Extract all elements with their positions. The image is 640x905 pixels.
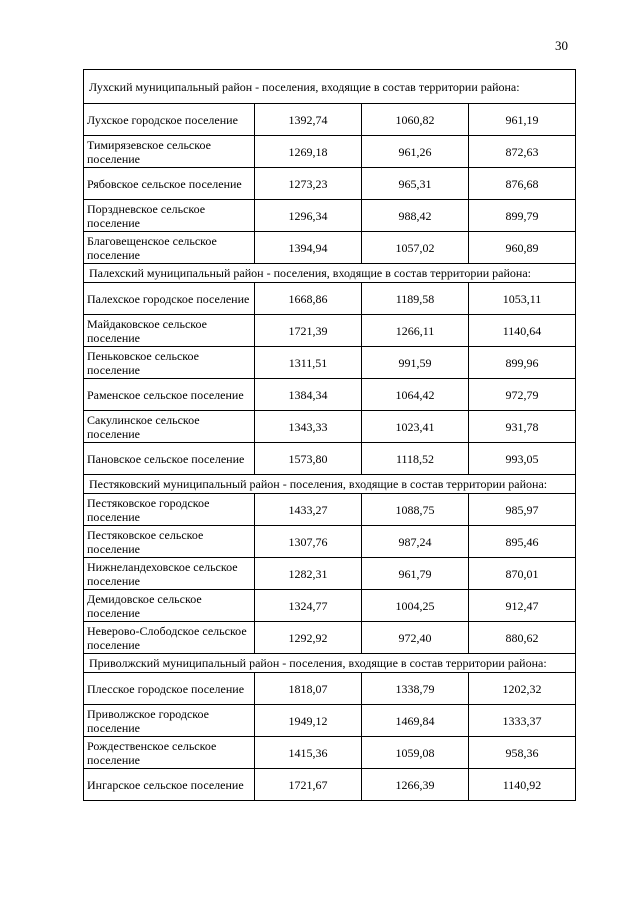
settlement-name-cell: Сакулинское сельское поселение [84,411,255,443]
value-cell-2: 1004,25 [362,590,469,622]
settlement-name-cell: Палехское городское поселение [84,283,255,315]
table-row [84,200,576,232]
table-row [84,283,576,315]
settlement-name-cell: Благовещенское сельское поселение [84,232,255,264]
value-cell-1: 1949,12 [255,705,362,737]
settlement-name-cell: Пеньковское сельское поселение [84,347,255,379]
value-cell-3: 1053,11 [469,283,576,315]
value-cell-1: 1282,31 [255,558,362,590]
value-cell-1: 1324,77 [255,590,362,622]
table-row [84,558,576,590]
value-cell-1: 1394,94 [255,232,362,264]
table-row [84,315,576,347]
value-cell-1: 1668,86 [255,283,362,315]
value-cell-3: 899,79 [469,200,576,232]
value-cell-3: 985,97 [469,494,576,526]
table-row [84,168,576,200]
district-heading-row [84,475,576,494]
tariff-table-body [84,70,576,801]
district-heading: Лухский муниципальный район - поселения, входящие в состав территории района: [84,70,576,104]
value-cell-1: 1292,92 [255,622,362,654]
settlement-name-cell: Нижнеландеховское сельское поселение [84,558,255,590]
table-row [84,443,576,475]
value-cell-3: 912,47 [469,590,576,622]
district-heading-row [84,264,576,283]
value-cell-1: 1384,34 [255,379,362,411]
settlement-name-cell: Раменское сельское поселение [84,379,255,411]
value-cell-2: 1266,11 [362,315,469,347]
table-row [84,411,576,443]
tariff-table [83,69,576,801]
value-cell-1: 1415,36 [255,737,362,769]
value-cell-2: 1064,42 [362,379,469,411]
settlement-name-cell: Приволжское городское поселение [84,705,255,737]
value-cell-3: 895,46 [469,526,576,558]
value-cell-2: 1057,02 [362,232,469,264]
value-cell-1: 1296,34 [255,200,362,232]
value-cell-1: 1392,74 [255,104,362,136]
value-cell-2: 961,79 [362,558,469,590]
value-cell-2: 972,40 [362,622,469,654]
value-cell-1: 1721,39 [255,315,362,347]
value-cell-3: 1202,32 [469,673,576,705]
value-cell-3: 960,89 [469,232,576,264]
value-cell-3: 872,63 [469,136,576,168]
table-row [84,104,576,136]
value-cell-1: 1269,18 [255,136,362,168]
table-row [84,526,576,558]
table-row [84,737,576,769]
district-heading: Палехский муниципальный район - поселения, входящие в состав территории района: [84,264,576,283]
value-cell-2: 961,26 [362,136,469,168]
value-cell-1: 1573,80 [255,443,362,475]
settlement-name-cell: Плесское городское поселение [84,673,255,705]
table-row [84,232,576,264]
value-cell-2: 1189,58 [362,283,469,315]
value-cell-3: 1333,37 [469,705,576,737]
district-heading: Пестяковский муниципальный район - поселения, входящие в состав территории района: [84,475,576,494]
value-cell-3: 993,05 [469,443,576,475]
settlement-name-cell: Рождественское сельское поселение [84,737,255,769]
settlement-name-cell: Неверово-Слободское сельское поселение [84,622,255,654]
value-cell-3: 1140,92 [469,769,576,801]
settlement-name-cell: Рябовское сельское поселение [84,168,255,200]
value-cell-2: 991,59 [362,347,469,379]
value-cell-3: 958,36 [469,737,576,769]
settlement-name-cell: Пановское сельское поселение [84,443,255,475]
settlement-name-cell: Порздневское сельское поселение [84,200,255,232]
settlement-name-cell: Майдаковское сельское поселение [84,315,255,347]
table-row [84,136,576,168]
value-cell-2: 965,31 [362,168,469,200]
value-cell-3: 899,96 [469,347,576,379]
table-row [84,379,576,411]
value-cell-2: 1266,39 [362,769,469,801]
value-cell-3: 931,78 [469,411,576,443]
table-row [84,494,576,526]
value-cell-3: 870,01 [469,558,576,590]
settlement-name-cell: Пестяковское сельское поселение [84,526,255,558]
table-row [84,769,576,801]
value-cell-2: 1060,82 [362,104,469,136]
value-cell-1: 1343,33 [255,411,362,443]
settlement-name-cell: Пестяковское городское поселение [84,494,255,526]
district-heading-row [84,654,576,673]
value-cell-2: 1088,75 [362,494,469,526]
district-heading-row [84,70,576,104]
value-cell-1: 1818,07 [255,673,362,705]
value-cell-1: 1307,76 [255,526,362,558]
table-row [84,705,576,737]
value-cell-1: 1311,51 [255,347,362,379]
settlement-name-cell: Ингарское сельское поселение [84,769,255,801]
value-cell-1: 1273,23 [255,168,362,200]
table-row [84,347,576,379]
value-cell-3: 880,62 [469,622,576,654]
value-cell-1: 1433,27 [255,494,362,526]
value-cell-3: 1140,64 [469,315,576,347]
value-cell-2: 1118,52 [362,443,469,475]
value-cell-2: 1469,84 [362,705,469,737]
table-row [84,622,576,654]
page-number: 30 [555,38,568,53]
settlement-name-cell: Тимирязевское сельское поселение [84,136,255,168]
table-row [84,590,576,622]
table-row [84,673,576,705]
settlement-name-cell: Лухское городское поселение [84,104,255,136]
value-cell-2: 1059,08 [362,737,469,769]
value-cell-2: 1338,79 [362,673,469,705]
value-cell-3: 961,19 [469,104,576,136]
value-cell-3: 972,79 [469,379,576,411]
value-cell-2: 987,24 [362,526,469,558]
district-heading: Приволжский муниципальный район - поселения, входящие в состав территории района: [84,654,576,673]
value-cell-2: 1023,41 [362,411,469,443]
value-cell-2: 988,42 [362,200,469,232]
value-cell-1: 1721,67 [255,769,362,801]
value-cell-3: 876,68 [469,168,576,200]
settlement-name-cell: Демидовское сельское поселение [84,590,255,622]
